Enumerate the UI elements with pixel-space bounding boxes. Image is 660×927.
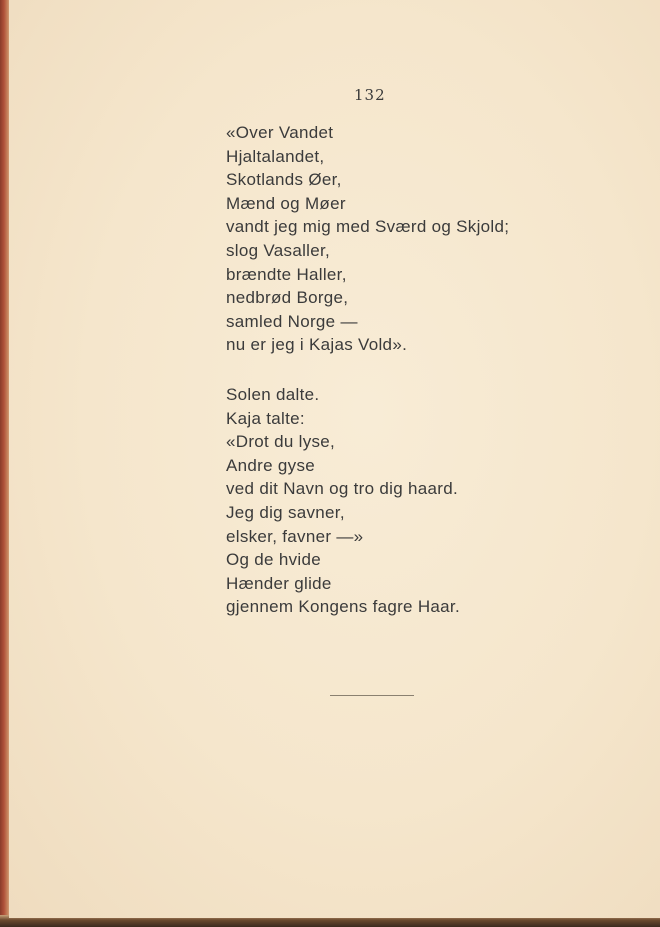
poem-line: gjennem Kongens fagre Haar. bbox=[226, 597, 460, 617]
poem-line: «Over Vandet bbox=[226, 123, 334, 142]
poem-line: nedbrød Borge, bbox=[226, 288, 349, 308]
poem-line: nu er jeg i Kajas Vold». bbox=[226, 335, 408, 355]
poem-line: Solen dalte. bbox=[226, 385, 320, 404]
poem-line: Skotlands Øer, bbox=[226, 170, 342, 190]
end-rule-divider bbox=[330, 695, 414, 696]
poem-stanza-1 bbox=[226, 121, 509, 357]
poem-line: Kaja talte: bbox=[226, 408, 305, 428]
poem-line: «Drot du lyse, bbox=[226, 432, 336, 452]
poem-line: brændte Haller, bbox=[226, 264, 347, 284]
book-page bbox=[9, 0, 660, 918]
poem-line: elsker, favner —» bbox=[226, 526, 364, 546]
poem-line: Og de hvide bbox=[226, 550, 321, 570]
poem-line: Hjaltalandet, bbox=[226, 146, 325, 166]
poem-line: slog Vasaller, bbox=[226, 240, 331, 260]
poem-line: Hænder glide bbox=[226, 573, 332, 593]
poem-line: Mænd og Møer bbox=[226, 193, 346, 213]
poem-line: Andre gyse bbox=[226, 455, 315, 475]
poem-stanza-2 bbox=[226, 383, 460, 619]
page-number: 132 bbox=[354, 86, 386, 104]
poem-line: Jeg dig savner, bbox=[226, 502, 345, 522]
poem-line: vandt jeg mig med Sværd og Skjold; bbox=[226, 217, 510, 237]
poem-line: samled Norge — bbox=[226, 311, 358, 331]
poem-line: ved dit Navn og tro dig haard. bbox=[226, 479, 459, 499]
